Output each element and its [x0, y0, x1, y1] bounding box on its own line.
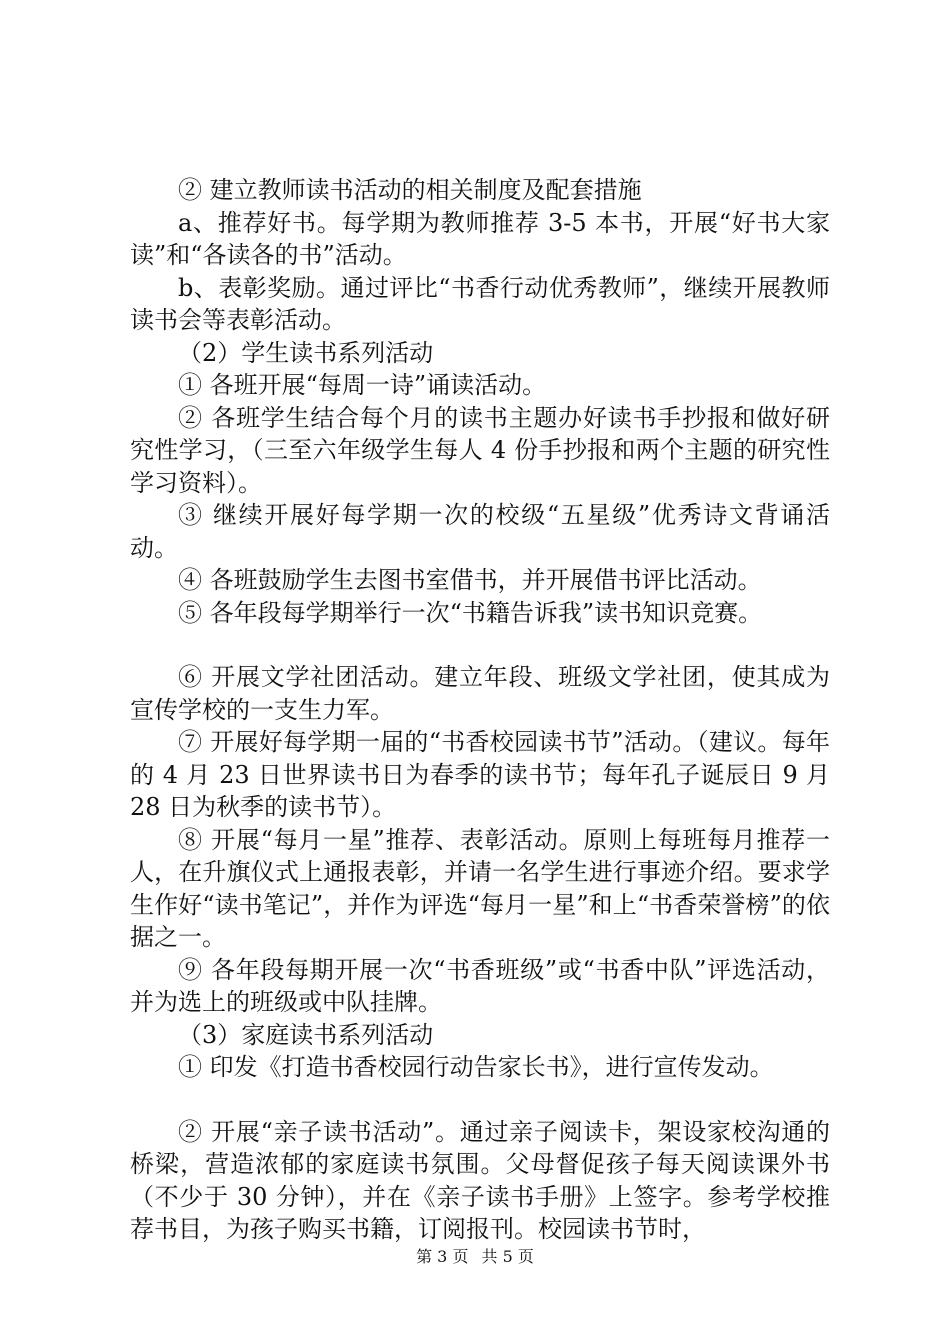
paragraph: ⑨ 各年段每期开展一次“书香班级”或“书香中队”评选活动，并为选上的班级或中队挂牌。 — [130, 955, 830, 1016]
blank-line — [130, 1084, 830, 1116]
page-footer — [0, 1244, 950, 1267]
paragraph: b、表彰奖励。通过评比“书香行动优秀教师”，继续开展教师读书会等表彰活动。 — [130, 273, 830, 334]
section-heading: （3）家庭读书系列活动 — [178, 1020, 434, 1049]
paragraph: ⑦ 开展好每学期一届的“书香校园读书节”活动。（建议。每年的 4 月 23 日世界读书日为春季的读书节；每年孔子诞辰日 9 月 28 日为秋季的读书节）。 — [130, 728, 830, 821]
page-number: 第 3 页 — [416, 1247, 469, 1266]
paragraph: ② 建立教师读书活动的相关制度及配套措施 — [178, 176, 642, 204]
document-body — [130, 174, 830, 1246]
paragraph: ⑤ 各年段每学期举行一次“书籍告诉我”读书知识竞赛。 — [178, 598, 763, 627]
paragraph: ⑧ 开展“每月一星”推荐、表彰活动。原则上每班每月推荐一人，在升旗仪式上通报表彰，并请一名学生进行事迹介绍。要求学生作好“读书笔记”，并作为评选“每月一星”和上“书香荣誉榜”的依据之一。 — [130, 825, 830, 951]
paragraph: ② 各班学生结合每个月的读书主题办好读书手抄报和做好研究性学习，（三至六年级学生每人 4 份手抄报和两个主题的研究性学习资料）。 — [130, 403, 830, 497]
paragraph: ④ 各班鼓励学生去图书室借书，并开展借书评比活动。 — [178, 566, 762, 594]
paragraph: a、推荐好书。每学期为教师推荐 3-5 本书，开展“好书大家读”和“各读各的书”活动。 — [130, 208, 830, 269]
section-heading: （2）学生读书系列活动 — [178, 338, 434, 367]
blank-line — [130, 629, 830, 661]
paragraph: ⑥ 开展文学社团活动。建立年段、班级文学社团，使其成为宣传学校的一支生力军。 — [130, 663, 830, 724]
page-total: 共 5 页 — [481, 1247, 534, 1266]
paragraph: ① 各班开展“每周一诗”诵读活动。 — [178, 371, 547, 399]
paragraph: ① 印发《打造书香校园行动告家长书》，进行宣传发动。 — [178, 1053, 774, 1081]
paragraph: ② 开展“亲子读书活动”。通过亲子阅读卡，架设家校沟通的桥梁，营造浓郁的家庭读书氛围。父母督促孩子每天阅读课外书（不少于 30 分钟），并在《亲子读书手册》上签字。参考学校推荐书目，为孩子购买书籍，订阅报刊。校园读书节时， — [130, 1117, 830, 1243]
paragraph: ③ 继续开展好每学期一次的校级“五星级”优秀诗文背诵活动。 — [130, 501, 830, 562]
